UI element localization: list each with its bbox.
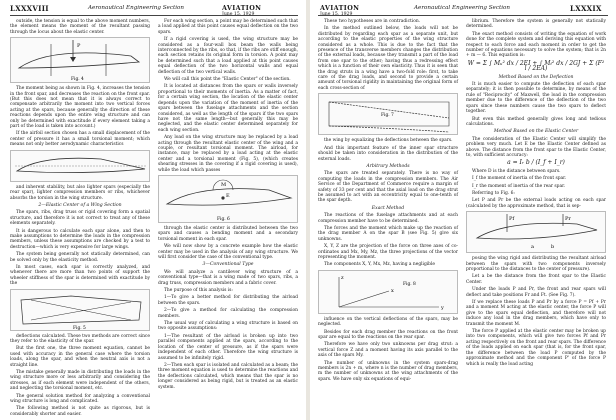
- paragraph: If the airfoil section chosen has a small displacement of the center of pressure it has a small torsional moment; which means not only better aerodynamic characteristics: [10, 131, 150, 148]
- section-heading: 2—Elastic Center of a Wing Section: [38, 202, 122, 208]
- figure-6-diagram: [159, 176, 298, 222]
- label-b: b: [551, 244, 555, 251]
- paragraph: the wing by equalizing the deflections between the spars.: [324, 138, 453, 144]
- figure-5: [10, 289, 150, 331]
- issue-date: June 15, 1929: [320, 12, 353, 17]
- figure-7-diagram: [319, 94, 458, 134]
- work-equation: W = Σ ∫ Mᵤ² dx / 2EI + ∫ Mₜ² dx / 2GJ + Σ (F² l / 2EA): [467, 59, 605, 73]
- figure-6: [158, 175, 298, 223]
- right-column-1: [318, 19, 458, 384]
- paragraph: If we replace these loads P and Pr by a force P = Pf + Pr and a moment M acting at the elastic center, the force P will give to the spars equal deflection, and therefore will not induce any load in the drag members, which have only to transmit the moment M.: [466, 300, 606, 327]
- paragraph: 2—Then each spar is isolated and calculated as a beam; the three moment equation is used to determine the reactions and the deflections calculated, which means that the spar is no longer considered as being rigid, but is treated as an elastic system.: [158, 362, 298, 390]
- section-heading: 3—Conventional Type: [202, 262, 254, 268]
- figure-5-diagram: [11, 290, 150, 330]
- paragraph: Any load on the wing structure may be replaced by a load acting through the resultant elastic center of the wing and a couple, or resultant torsional moment. The airload, for instance, may be replaced by a load acting at the elastic center and a torsional moment (Fig. 5), (which creates shearing stresses in the covering if a rigid covering is used), while the load which passes: [158, 135, 298, 173]
- figure-caption: Fig. 6: [217, 216, 230, 222]
- paragraph: The following method is not quite as rigorous, but is considerably shorter and easier.: [10, 406, 150, 417]
- paragraph: It is much easier to compute the deflection of each spar separately; it is then possible to determine, by means of the rule of "Reciprocity" of Maxwell, the load in the compression member due to the difference of the deflection of the two spars since these numbers cause the two spars to deflect together.: [466, 82, 606, 115]
- paragraph: Referring to Fig. 6:: [472, 190, 515, 196]
- paragraph: 2—To give a method for calculating the compression members.: [158, 308, 298, 319]
- arrow-head: [70, 57, 76, 62]
- paragraph: and inherent stability, but also lighter spars (especially the rear spar), lighter compression members or ribs, whichever absorbs the torsion in the wing structure.: [10, 184, 150, 201]
- paragraph: If a rigid covering is used, the wing structure may be considered as a four-wall box beam the walls being interconnected by the ribs, so that, if the ribs are stiff enough, each section retains its original form in torsion. A point may be determined such that a load applied at this point causes equal deflection of the two horizontal walls and equal deflection of the two vertical walls.: [158, 37, 298, 75]
- paragraph: The reactions of the fuselage attachments and at each compression member have to be determined.: [318, 213, 458, 224]
- drag-strut: [31, 302, 131, 320]
- elastic-center-dot: [221, 196, 224, 199]
- paragraph: deflections calculated. These two methods are correct since they refer to the elasticity of the spar.: [10, 333, 150, 344]
- paragraph: 1—To give a better method for distributing the airload between the spars.: [158, 295, 298, 306]
- left-page: [0, 0, 306, 420]
- paragraph: I_r the moment of inertia of the rear spar.: [472, 183, 566, 189]
- right-column-2: [466, 19, 606, 369]
- axis-x: [339, 291, 389, 307]
- airfoil-diagram: [11, 151, 150, 181]
- paragraph: In most cases, each spar is correctly analyzed, and whenever there are more than two points of support the wheeler stiffness of the spar is determined with exactitude by the: [10, 264, 150, 287]
- figure-caption: Fig. 7: [381, 113, 394, 119]
- paragraph: For each wing section, a point may be determined such that a load applied at this point causes equal deflection on the two spars.: [158, 19, 298, 35]
- deflection-diagram: [467, 212, 606, 252]
- paragraph: The components X, Y, Mx, Mz, having a negligible: [324, 262, 435, 268]
- section-heading: Exact Method: [371, 205, 405, 211]
- paragraph: We will call this point the "Elastic Center" of the section.: [164, 77, 291, 83]
- left-column-1: [10, 19, 150, 419]
- paragraph: through the elastic center is distributed between the two spars and causes a bending moment and a secondary torsional moment in each spar.: [158, 225, 298, 242]
- figure-deflection: [466, 211, 606, 253]
- elastic-center-formula: a = Iᵣ b / (I_f + I_r): [507, 159, 565, 167]
- paragraph: And this important feature of the inner spar structure should be taken into consideration in the distribution of the external loads.: [318, 145, 458, 162]
- paragraph: X, Y, Z are the projection of the force on three axes of co-ordinates and Mx, My, Mz, the three projections of the vector representing the moment.: [318, 244, 458, 260]
- paragraph: The spars are treated separately. There is no way of computing the loads in the compression members. The Air Service of the Department of Commerce require a margin of safety of 33 per cent and that the axial load on the drag strut be assumed to act with an eccentricity equal to one-tenth of the spar depth.: [318, 171, 458, 204]
- airfoil-outline: [17, 158, 145, 172]
- paragraph: Where D is the distance between spars.: [472, 168, 561, 174]
- paragraph: The consideration of the Elastic Center will simplify the problem very much. Let E be the Elastic Center defined as above. The distance from the front spar to the Elastic Center, to, with sufficient accuracy:: [466, 136, 606, 158]
- page-number: LXXXVIII: [10, 4, 49, 13]
- journal-name: AVIATION: [222, 4, 262, 12]
- label-m: M: [221, 181, 227, 188]
- paragraph: The usual way of calculating a wing structure is based on two opposite assumptions:: [158, 321, 298, 332]
- paragraph: The spars, ribs, drag truss or rigid covering form a spatial structure, and therefore it is not correct to treat any of these elements separately.: [10, 210, 150, 227]
- figure-airfoil: [10, 150, 150, 182]
- figure-caption: Fig. 4: [71, 77, 84, 83]
- paragraph: The force P applied at the elastic center may be broken up into two components, which will give two forces Pf and Pr acting respectively on the front and rear spars. The difference of the loads applied on each spar (that is, for the front spar, the difference between the load P computed by the approximate method and the component P' of the force P which is really the load acting: [466, 329, 606, 367]
- paragraph: The mistake generally made in distributing the loads in the wing structure more or less arbitrarily and considering the stresses, as if each element were independent of the others, and neglecting the torsional moment, etc.: [10, 370, 150, 392]
- paragraph: Besides for each drag member the reactions on the front spar are equal to the reactions on the rear spar.: [318, 329, 458, 341]
- paragraph: The number of unknowns in the system spars-drag members is 2n + m, where n is the number of drag members, m the number of unknowns at the wing attachments of the spars. We have only six equations of equi-: [318, 360, 458, 382]
- figure-4: [10, 37, 150, 83]
- label-x: x: [391, 287, 394, 294]
- section-heading: Method Based on the Elastic Center: [493, 129, 579, 135]
- figure-8: [318, 270, 458, 314]
- journal-name: AVIATION: [320, 4, 360, 12]
- paragraph: Let a be the distance from the front spar to the Elastic Center.: [466, 274, 606, 285]
- label-a: a: [531, 244, 534, 251]
- paragraph: posing the wing rigid and distributing the resultant airload between the spars with two components inversely proportional to the distances to the center of pressure).: [466, 256, 606, 272]
- page-number: LXXXIX: [570, 4, 602, 13]
- paragraph: We will analyze a cantilever wing structure of a conventional type—that is a wing made of two spars, ribs, a drag truss, compression members and a fabric cover.: [158, 269, 298, 286]
- airfoil-outline: [477, 223, 597, 239]
- paragraph: We will now show by a concrete example how the elastic center may be used in the analysis of any wing structure. We will first consider the case of the conventional type.: [158, 244, 298, 260]
- paragraph: The purpose of this analysis is:: [164, 288, 233, 294]
- left-column-2: [158, 19, 298, 392]
- paragraph: librium. Therefore the system is generally not statically determined.: [466, 19, 606, 30]
- paragraph: I_f the moment of inertia of the front spar.: [472, 176, 567, 182]
- paragraph: It is located at distances from the spars or walls inversely proportional to their moments of inertia. As a matter of fact, for a certain wing section, the location of the elastic center depends upon the variation of the moment of inertia of the spars between the fuselage attachments and the section considered, as well as the length of the spars if the two spars have not the same length—but generally this may be neglected, and the elastic center determined separately for each wing section.: [158, 84, 298, 133]
- paragraph: It is dangerous to calculate each spar alone, and then to make assumptions to determine the loads in the compression members, unless these assumptions are checked by a test to destruction—which is very expensive for large wings.: [10, 228, 150, 250]
- paragraph: The forces and the moment which make up the reaction of the drag member A on the spar B (see Fig. 5) give six unknowns.: [318, 225, 458, 242]
- paragraph: These two hypotheses are in contradiction.: [324, 19, 421, 24]
- section-heading: Arbitrary Methods: [366, 163, 410, 169]
- airfoil-outline: [19, 53, 139, 68]
- paragraph: Let P and Pr be the external loads acting on each spar (calculated by the approximate method, that is sep-: [466, 198, 606, 209]
- section-title: Aeronautical Engineering Section: [88, 5, 184, 11]
- section-heading: Method Based on the Deflection: [498, 74, 574, 80]
- figure-8-diagram: [319, 271, 458, 313]
- label-e: E: [226, 192, 230, 199]
- header-rule: [10, 15, 298, 16]
- label-p: P: [77, 43, 81, 50]
- label-y: y: [441, 304, 444, 311]
- paragraph: The exact method consists of writing the equation of work done for the complete system and deriving this equation with respect to each force and each moment in order to get the number of equations necessary to solve the system; that is 2n + m — 6. This equation is:: [466, 31, 606, 59]
- figure-7: [318, 93, 458, 135]
- paragraph: influence on the vertical deflections of the spars, may be neglected.: [318, 316, 458, 328]
- paragraph: The system being generally not statically determined, can be solved only by the elasticity method.: [10, 252, 150, 263]
- paragraph: The general solution method for analyzing a conventional wing structure is long and complicated.: [10, 393, 150, 405]
- paragraph: Under the loads P and Pr, the front and rear spars will deflect and take positions Fr and Ft. (See Fig. 7).: [466, 287, 606, 298]
- paragraph: outside, the tension is equal to the above moment numbers, the element means the moment of the resultant passing through the locus about the elastic center.: [10, 19, 150, 35]
- figure-caption: Fig. 8: [403, 281, 416, 287]
- paragraph: In the method outlined below, the loads will not be distributed by regarding each spar as a separate unit, but according to the elastic properties of the wing structure considered as a whole. This is due to the fact that the presence of the transverse members changes the distribution of the external loads, because they transmit a part of the load from one spar to the other; having thus a redressing effect which is a function of their own elasticity. Thus it is seen that the drag struts in a wing have a two-fold role: first, to take care of the drag loads, and second to provide a certain amount of torsional rigidity in maintaining the original form of each cross-section of: [318, 26, 458, 91]
- rear-spar-deflection: [329, 126, 449, 132]
- right-page: [310, 0, 616, 420]
- paragraph: 1—The resultant of the airload is broken up into two parallel components applied at the spars, according to the location of the center of pressure, as if the spars were independent of each other. Therefore the wing structure is assumed to be infinitely rigid.: [158, 333, 298, 361]
- figure-caption: Fig. 5: [73, 325, 86, 330]
- drag-strut: [31, 300, 131, 320]
- label-pf: Pf: [509, 216, 515, 223]
- paragraph: But even this method generally gives long and tedious calculations.: [466, 116, 606, 127]
- issue-date: June 15, 1929: [222, 12, 255, 17]
- paragraph: But the first one, the three moment equation, cannot be used with accuracy in the general case where the torsion loads, along the spar, and when the neutral axis is not a straight line.: [10, 346, 150, 368]
- label-z: z: [341, 274, 344, 281]
- paragraph: The moment being as shown in Fig. 4, increases the tension in the front spar, and decreases the reaction on the front spar. (But this does not mean that it is always correct to compensate arbitrarily the moment into two vertical forces acting at the spars, because generally the direction of these reactions depends upon the entire wing structure and can only be determined with exactitude if every element taking a part of the load is taken into account.): [10, 86, 150, 130]
- label-pr: Pr: [565, 216, 571, 223]
- section-title: Aeronautical Engineering Section: [414, 5, 510, 11]
- paragraph: Therefore we have only two unknowns per drag strut: a vertical force Z and a moment having its axis parallel to the axis of the spars My.: [318, 342, 458, 359]
- header-rule: [318, 15, 608, 16]
- figure-4-diagram: [11, 38, 150, 82]
